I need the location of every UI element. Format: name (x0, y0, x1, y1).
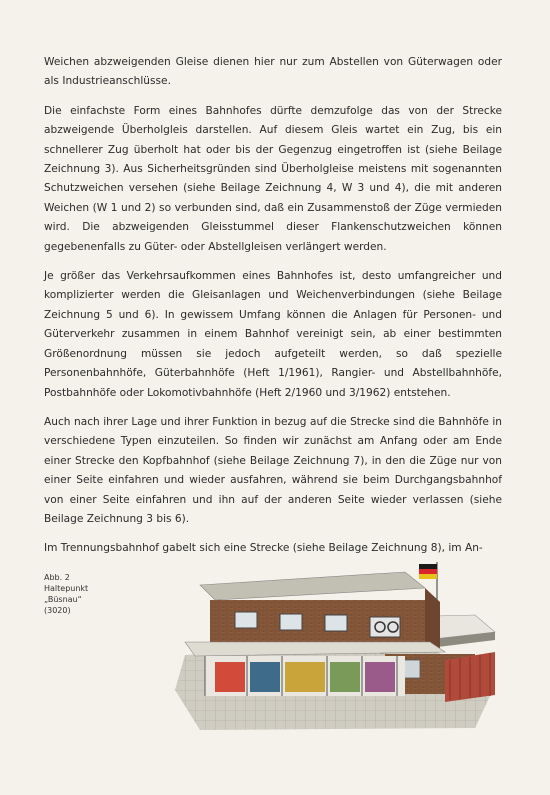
caption-model-number: (3020) (44, 606, 71, 615)
caption-type: Haltepunkt (44, 584, 89, 593)
paragraph: Im Trennungsbahnhof gabelt sich eine Strecke (siehe Beilage Zeichnung 8), im An- (44, 542, 483, 555)
paragraph: Die einfachste Form eines Bahnhofes dürfte demzufolge das von der Strecke abzweigende Überholgleis darstellen. Auf diesem Gleis wartet ein Zug, bis ein schnellerer Zug überholt hat oder bis der Gegenzug eingetroffen ist (siehe Beilage Zeichnung 3). Aus Sicherheitsgründen sind Überholgleise meistens mit sogenannten Schutzweichen versehen (siehe Beilage Zeichnung 4, W 3 und 4), die mit anderen Weichen (W 1 und 2) so verbunden sind, daß ein Zusammenstoß der Züge vermieden wird. Die abzweigenden Gleisstummel dieser Flankenschutzweichen können gegebenenfalls zu Güter- oder Abstellgleisen verlängert werden. (44, 104, 502, 253)
caption-name: „Büsnau“ (44, 595, 82, 604)
paragraph: Je größer das Verkehrsaufkommen eines Bahnhofes ist, desto umfangreicher und komplizierter werden die Gleisanlagen und Weichenverbindungen (siehe Beilage Zeichnung 5 und 6). In gewissem Umfang können die Anlagen für Personen- und Güterverkehr zusammen in einem Bahnhof vereinigt sein, ab einer bestimmten Größenordnung müssen sie jedoch aufgeteilt werden, so daß spezielle Personenbahnhöfe, Güterbahnhöfe (Heft 1/1961), Rangier- und Abstellbahnhöfe, Postbahnhöfe oder Lokomotivbahnhöfe (Heft 2/1960 und 3/1962) entstehen. (44, 270, 502, 399)
station-model-illustration (175, 560, 505, 740)
paragraph: Weichen abzweigenden Gleise dienen hier nur zum Abstellen von Güterwagen oder als Industrieanschlüsse. (44, 56, 502, 88)
paragraph: Auch nach ihrer Lage und ihrer Funktion in bezug auf die Strecke sind die Bahnhöfe in verschiedene Typen einzuteilen. So finden wir zunächst am Anfang oder am Ende einer Strecke den Kopfbahnhof (siehe Beilage Zeichnung 7), in den die Züge nur von einer Seite einfahren und wieder ausfahren, während sie beim Durchgangsbahnhof von einer Seite einfahren und ihn auf der anderen Seite wieder verlassen (siehe Beilage Zeichnung 3 bis 6). (44, 415, 502, 525)
caption-figure-number: Abb. 2 (44, 573, 70, 582)
body-text (44, 53, 502, 569)
figure-caption (44, 572, 88, 616)
